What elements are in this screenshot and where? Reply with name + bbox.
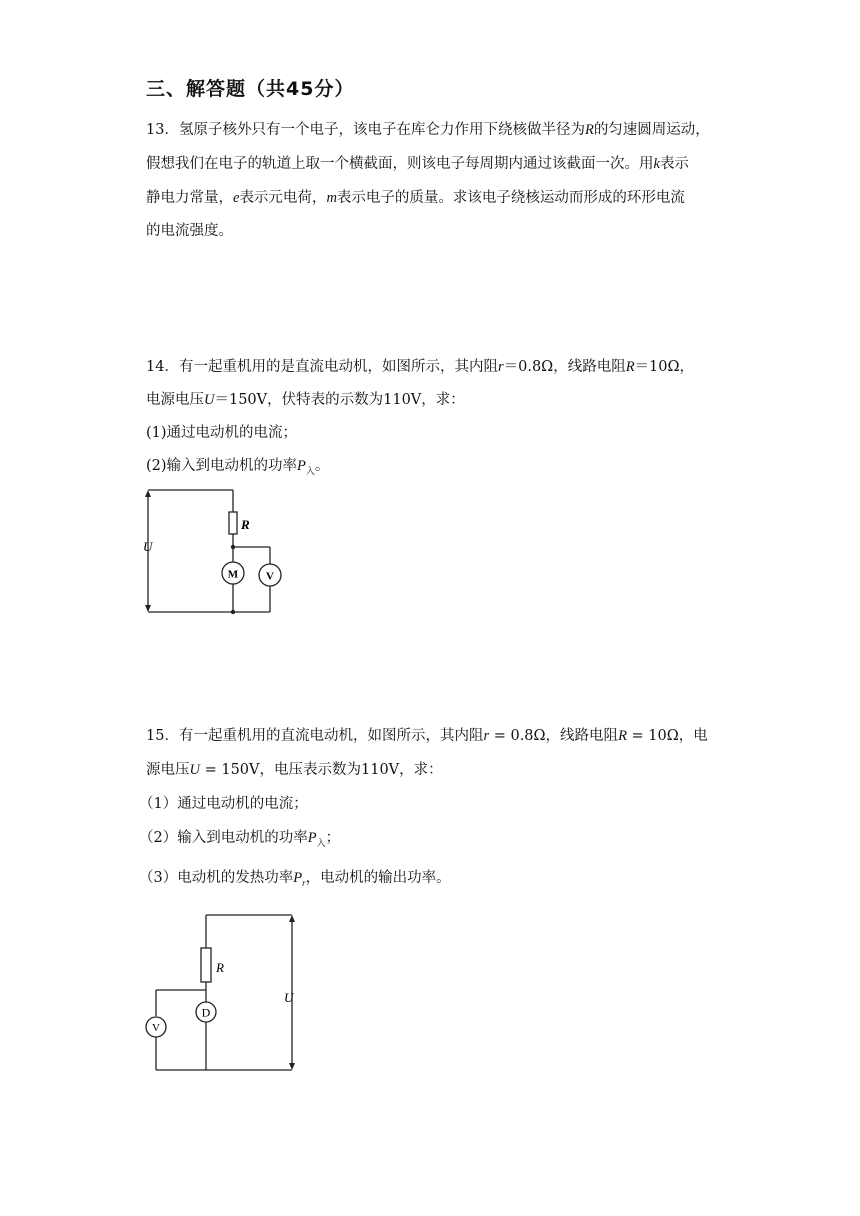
var-r: r — [497, 359, 504, 375]
q14-item-1: (1)通过电动机的电流； — [146, 425, 298, 441]
q14-text: 14．有一起重机用的是直流电动机，如图所示，其内阻 — [146, 359, 498, 375]
q15-text: = 150V，电压表示数为110V，求： — [199, 762, 443, 778]
q14-text: ＝0.8Ω，线路电阻 — [503, 359, 626, 375]
label-V: V — [152, 1022, 160, 1034]
subscript-in: 入 — [305, 466, 315, 477]
q15-text: （3）电动机的发热功率 — [139, 870, 294, 886]
q13-text: 表示元电荷， — [239, 190, 327, 206]
label-U: U — [284, 990, 294, 1005]
arrow-head-up — [145, 490, 151, 497]
circuit-diagram-15 — [142, 908, 304, 1078]
var-P: P — [297, 458, 306, 474]
label-U: U — [143, 539, 153, 554]
q14-item-2 — [146, 456, 329, 482]
arrow-head-down — [289, 1063, 295, 1070]
label-M: M — [227, 568, 239, 581]
q14-text: 电源电压 — [146, 392, 204, 408]
var-m: m — [326, 190, 337, 206]
var-U: U — [189, 762, 200, 778]
var-e: e — [233, 190, 240, 206]
q15-text: ； — [325, 830, 341, 846]
var-k: k — [653, 156, 660, 172]
circuit-diagram-14 — [140, 484, 290, 620]
q15-text: ，电动机的输出功率。 — [305, 870, 451, 886]
var-P: P — [307, 830, 317, 846]
q14-text: ＝10Ω， — [634, 359, 695, 375]
q14-text: 。 — [314, 458, 330, 474]
q15-text: 源电压 — [146, 762, 190, 778]
junction-dot — [231, 610, 235, 614]
var-R: R — [618, 728, 627, 744]
subscript-in: 入 — [316, 838, 326, 849]
var-U: U — [204, 392, 215, 408]
q13-text: 的匀速圆周运动， — [593, 122, 710, 138]
q13-line-3 — [146, 188, 685, 208]
section-title: 三、解答题（共45分） — [146, 78, 355, 100]
var-R: R — [625, 359, 635, 375]
q15-text: （2）输入到电动机的功率 — [139, 830, 308, 846]
resistor-R — [229, 512, 237, 534]
q13-line-4: 的电流强度。 — [146, 223, 233, 239]
resistor-R — [201, 948, 211, 982]
q15-line-1 — [146, 726, 708, 746]
label-R: R — [216, 960, 224, 975]
q15-text: 15．有一起重机用的直流电动机，如图所示，其内阻 — [146, 728, 484, 744]
arrow-head-up — [289, 915, 295, 922]
q15-text: = 0.8Ω，线路电阻 — [489, 728, 619, 744]
junction-dot — [231, 545, 235, 549]
var-r: r — [483, 728, 490, 744]
var-P: P — [293, 870, 303, 886]
q13-text: 表示 — [659, 156, 689, 172]
q14-line-2 — [146, 390, 465, 410]
q13-text: 13．氢原子核外只有一个电子，该电子在库仑力作用下绕核做半径为 — [146, 122, 585, 138]
q13-text: 静电力常量， — [146, 190, 233, 206]
q15-item-3 — [139, 868, 451, 893]
arrow-head-down — [145, 605, 151, 612]
q15-item-2 — [139, 828, 340, 854]
label-R: R — [241, 517, 250, 532]
q14-text: (2)输入到电动机的功率 — [146, 458, 298, 474]
q13-line-2 — [146, 154, 689, 174]
q13-text: 假想我们在电子的轨道上取一个横截面，则该电子每周期内通过该截面一次。用 — [146, 156, 654, 172]
q15-item-1: （1）通过电动机的电流； — [139, 796, 308, 812]
q13-text: 表示电子的质量。求该电子绕核运动而形成的环形电流 — [336, 190, 685, 206]
label-D: D — [201, 1005, 211, 1020]
var-R: R — [584, 122, 594, 138]
label-V: V — [266, 570, 274, 583]
q13-line-1 — [146, 120, 710, 140]
q15-line-2 — [146, 760, 443, 780]
q14-line-1 — [146, 357, 694, 377]
q14-text: ＝150V，伏特表的示数为110V，求： — [214, 392, 465, 408]
q15-text: = 10Ω，电 — [626, 728, 708, 744]
subscript-r: r — [302, 877, 306, 888]
